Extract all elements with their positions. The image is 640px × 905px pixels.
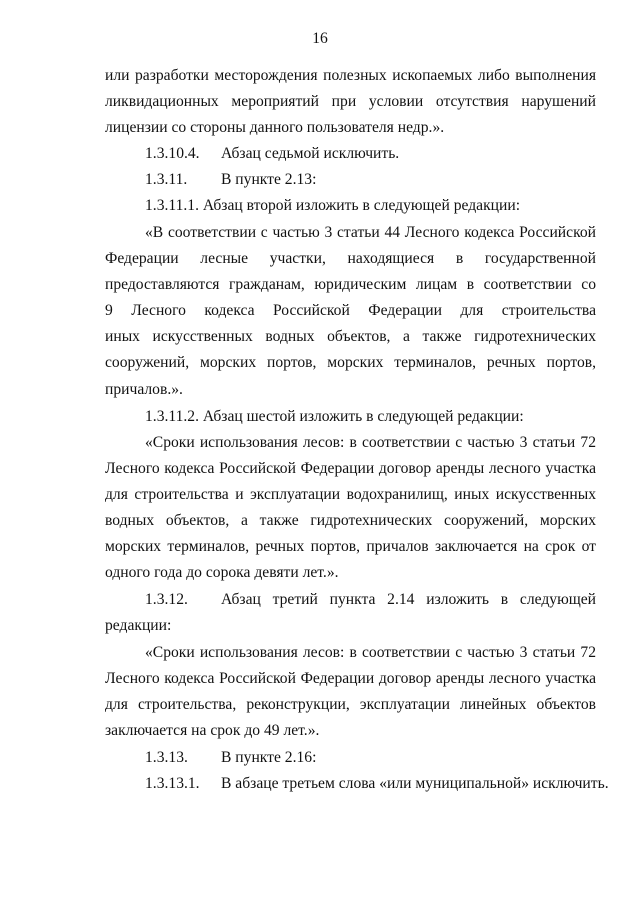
clause-1-3-13-1 <box>105 771 609 797</box>
quote-line: Лесного кодекса Российской Федерации договор аренды лесного участка <box>105 670 596 688</box>
clause-1-3-11 <box>105 167 596 193</box>
clause-line <box>105 771 609 797</box>
quote-line: для строительства и эксплуатации водохранилищ, иных искусственных <box>105 486 596 504</box>
quote-line: 9 Лесного кодекса Российской Федерации для строительства <box>105 302 596 320</box>
clause-1-3-12 <box>105 587 596 639</box>
clause-text: В абзаце третьем слова «или муниципальной» исключить. <box>221 775 609 792</box>
quote-line: Лесного кодекса Российской Федерации договор аренды лесного участка <box>105 460 596 478</box>
text-block-1 <box>105 63 596 141</box>
clause-number: 1.3.12. <box>145 591 188 608</box>
quote-line: «Сроки использования лесов: в соответствии с частью 3 статьи 72 <box>145 644 596 661</box>
clause-line <box>105 167 596 193</box>
quote-line: одного года до сорока девяти лет.». <box>105 564 339 582</box>
quote-line: заключается на срок до 49 лет.». <box>105 722 320 740</box>
clause-line: редакции: <box>105 617 172 635</box>
page-number: 16 <box>312 30 328 47</box>
text-line: или разработки месторождения полезных ископаемых либо выполнения <box>105 67 596 84</box>
quote-line: сооружений, морских портов, морских терминалов, речных портов, <box>105 354 596 372</box>
quote-line: Федерации лесные участки, находящиеся в государственной <box>105 250 596 268</box>
quote-line: иных искусственных водных объектов, а также гидротехнических <box>105 328 596 346</box>
quote-line: «Сроки использования лесов: в соответствии с частью 3 статьи 72 <box>145 434 596 451</box>
clause-text: В пункте 2.13: <box>221 171 317 188</box>
clause-line <box>105 745 596 771</box>
text-line: ликвидационных мероприятий при условии отсутствия нарушений <box>105 93 596 111</box>
clause-line <box>105 141 596 167</box>
clause-1-3-13 <box>105 745 596 771</box>
quote-line: причалов.». <box>105 380 183 398</box>
clause-number: 1.3.10.4. <box>145 145 200 162</box>
clause-text: Абзац третий пункта 2.14 изложить в следующей <box>221 591 596 608</box>
quote-line: водных объектов, а также гидротехнических сооружений, морских <box>105 512 596 530</box>
quote-line: «В соответствии с частью 3 статьи 44 Лесного кодекса Российской <box>145 224 596 241</box>
clause-1-3-11-2 <box>105 404 596 430</box>
text-line: лицензии со стороны данного пользователя недр.». <box>105 119 445 137</box>
clause-1-3-11-1 <box>105 193 596 219</box>
clause-line: 1.3.11.1. Абзац второй изложить в следующей редакции: <box>145 197 521 214</box>
quote-line: морских терминалов, речных портов, причалов заключается на срок от <box>105 538 596 556</box>
clause-line <box>105 587 596 613</box>
quote-block-3 <box>105 640 596 744</box>
clause-1-3-10-4 <box>105 141 596 167</box>
clause-number: 1.3.11. <box>145 171 188 188</box>
quote-block-1 <box>105 220 596 403</box>
clause-text: В пункте 2.16: <box>221 749 317 766</box>
clause-number: 1.3.13. <box>145 749 188 766</box>
quote-line: предоставляются гражданам, юридическим лицам в соответствии со <box>105 276 596 294</box>
clause-text: Абзац седьмой исключить. <box>221 145 400 162</box>
clause-number: 1.3.13.1. <box>145 775 200 792</box>
quote-line: для строительства, реконструкции, эксплуатации линейных объектов <box>105 696 596 714</box>
quote-block-2 <box>105 430 596 587</box>
clause-line: 1.3.11.2. Абзац шестой изложить в следующей редакции: <box>145 408 524 425</box>
